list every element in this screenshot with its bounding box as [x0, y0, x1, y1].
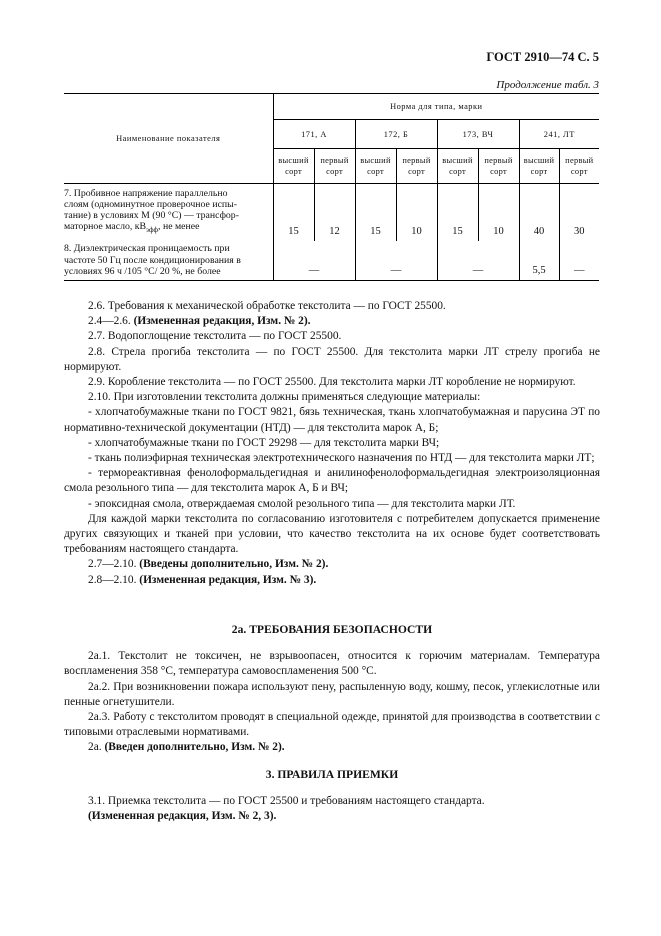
list-item: - хлопчатобумажные ткани по ГОСТ 29298 — для текстолита марки ВЧ; — [88, 436, 440, 449]
table-cell: — — [355, 241, 437, 281]
table-cell: 40 — [519, 184, 559, 241]
grade-first-header: первый сорт — [559, 149, 599, 184]
row-name: 7. Пробивное напряжение параллельно слоям (одноминутное проверочное испы- тание) в условиях М (90 °С) — трансфор- маторное масло, $кВ_{эфф}$, не менее — [64, 187, 239, 235]
table-header-norm: Норма для типа, марки — [273, 94, 599, 120]
table-cell: 15 — [355, 184, 396, 241]
table-cell: 12 — [314, 184, 355, 241]
paragraph-amendment: 2.8—2.10. (Измененная редакция, Изм. № 3). — [88, 573, 317, 586]
grade-high-header: высший сорт — [437, 149, 478, 184]
section-title: 2а. ТРЕБОВАНИЯ БЕЗОПАСНОСТИ — [231, 623, 433, 636]
section-title: 3. ПРАВИЛА ПРИЕМКИ — [265, 768, 399, 781]
paragraph: 2а.1. Текстолит не токсичен, не взрывоопасен, относится к горючим материалам. Температура воспламенения 358 °С, температура самовоспламенения 500 °С. — [64, 650, 600, 678]
paragraph: 2а.3. Работу с текстолитом проводят в специальной одежде, принятой для производства в соответствии с типовыми отраслевыми нормативами. — [64, 711, 600, 739]
paragraph: 2.8. Стрела прогиба текстолита — по ГОСТ 25500. Для текстолита марки ЛТ стрелу прогиба не нормируют. — [64, 345, 600, 373]
table-cell: 5,5 — [519, 241, 559, 281]
table-cell: 10 — [478, 184, 519, 241]
paragraph: 2.7. Водопоглощение текстолита — по ГОСТ 25500. — [88, 330, 342, 343]
properties-table — [64, 93, 599, 281]
table-row — [64, 184, 599, 241]
grade-first-header: первый сорт — [396, 149, 437, 184]
type-header: 241, ЛТ — [519, 120, 599, 149]
grade-first-header: первый сорт — [478, 149, 519, 184]
paragraph: 2.9. Коробление текстолита — по ГОСТ 25500. Для текстолита марки ЛТ коробление не нормируют. — [88, 376, 576, 389]
paragraph-amendment: 2.4—2.6. (Измененная редакция, Изм. № 2). — [88, 315, 311, 328]
table-cell: 15 — [273, 184, 314, 241]
grade-first-header: первый сорт — [314, 149, 355, 184]
grade-high-header: высший сорт — [355, 149, 396, 184]
paragraph: 2а.2. При возникновении пожара используют пену, распыленную воду, кошму, песок, углекислотные или пенные огнетушители. — [64, 680, 600, 708]
table-continuation-label: Продолжение табл. 3 — [496, 79, 599, 91]
type-header: 172, Б — [355, 120, 437, 149]
paragraph: 3.1. Приемка текстолита — по ГОСТ 25500 и требованиям настоящего стандарта. — [88, 795, 485, 808]
table-row — [64, 241, 599, 281]
table-cell: 15 — [437, 184, 478, 241]
table-header-name: Наименование показателя — [64, 94, 273, 184]
row-name: 8. Диэлектрическая проницаемость при частоте 50 Гц после кондиционирования в условиях 96 ч /105 °С/ 20 %, не более — [64, 241, 273, 281]
page-header: ГОСТ 2910—74 С. 5 — [486, 50, 599, 64]
table-cell: — — [559, 241, 599, 281]
paragraph: Для каждой марки текстолита по согласованию изготовителя с потребителем допускается применение других связующих и тканей при условии, что качество текстолита на их основе будет соответствовать требованиям настоящего стандарта. — [64, 512, 600, 556]
type-header: 173, ВЧ — [437, 120, 519, 149]
list-item: - ткань полиэфирная техническая электротехнического назначения по НТД — для текстолита марки ЛТ; — [88, 452, 595, 465]
list-item: - эпоксидная смола, отверждаемая смолой резольного типа — для текстолита марки ЛТ. — [88, 497, 516, 510]
table-cell: 10 — [396, 184, 437, 241]
type-header: 171, А — [273, 120, 355, 149]
paragraph-amendment: (Измененная редакция, Изм. № 2, 3). — [88, 810, 277, 823]
table-cell: 30 — [559, 184, 599, 241]
paragraph: 2.6. Требования к механической обработке текстолита — по ГОСТ 25500. — [88, 300, 446, 312]
paragraph: 2.10. При изготовлении текстолита должны применяться следующие материалы: — [88, 391, 481, 404]
table-cell: — — [437, 241, 519, 281]
grade-high-header: высший сорт — [273, 149, 314, 184]
section-3 — [64, 767, 600, 825]
paragraph-amendment: 2.7—2.10. (Введены дополнительно, Изм. № 2). — [88, 558, 329, 571]
grade-high-header: высший сорт — [519, 149, 559, 184]
section-2-body — [64, 299, 600, 588]
list-item: - хлопчатобумажные ткани по ГОСТ 9821, бязь техническая, ткань хлопчатобумажная и парусина ЭТ по нормативно-технической документации (НТД) — для текстолита марок А, Б; — [64, 406, 600, 434]
paragraph-amendment: 2а. (Введен дополнительно, Изм. № 2). — [88, 741, 285, 754]
list-item: - термореактивная фенолоформальдегидная и анилинофенолоформальдегидная электроизоляционная смола резольного типа — для текстолита марок А, Б и ВЧ; — [64, 467, 600, 495]
table-cell: — — [273, 241, 355, 281]
section-2a — [64, 622, 600, 756]
